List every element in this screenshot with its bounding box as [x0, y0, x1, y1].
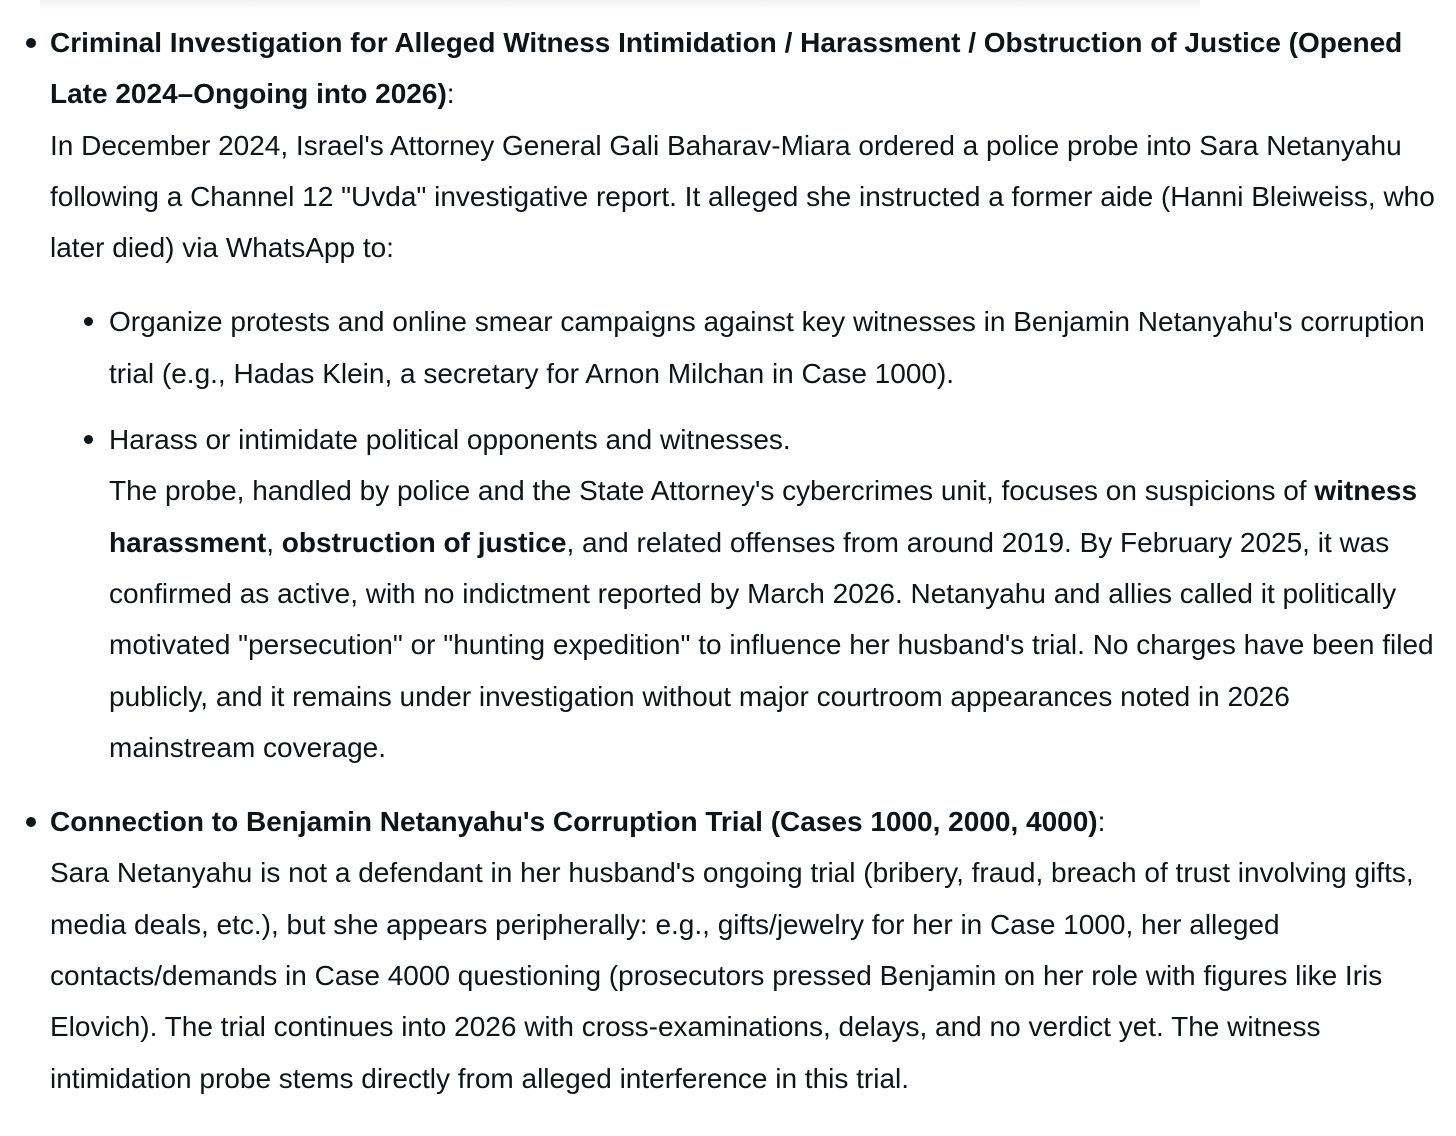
sub-item-text: Harass or intimidate political opponents and witnesses.	[109, 424, 791, 456]
section-paragraph: Sara Netanyahu is not a defendant in her husband's ongoing trial (bribery, fraud, breach of trust involving gifts, media deals, etc.), but she appears peripherally: e.g., gifts/jewelry for her in Case 1000, her alleged contacts/demands in Case 4000 questioning (prosecutors pressed Benjamin on her role with figures like Iris Elovich). The trial continues into 2026 with cross-examinations, delays, and no verdict yet. The witness intimidation probe stems directly from alleged interference in this trial.	[50, 857, 1414, 1094]
top-scroll-fade	[40, 0, 1200, 10]
heading-colon: :	[446, 78, 455, 110]
document-body	[0, 17, 1456, 1104]
sub-list-item-organize-protests	[50, 296, 1442, 399]
separator: ,	[266, 526, 282, 558]
list-item-connection-to-trial	[0, 796, 1456, 1104]
bullet-icon	[26, 817, 36, 827]
list-item-criminal-investigation	[0, 17, 1456, 773]
heading-colon: :	[1097, 806, 1106, 838]
section-heading: Connection to Benjamin Netanyahu's Corruption Trial (Cases 1000, 2000, 4000)	[50, 806, 1098, 838]
sub-item-text: Organize protests and online smear campaigns against key witnesses in Benjamin Netanyahu's corruption trial (e.g., Hadas Klein, a secretary for Arnon Milchan in Case 1000).	[109, 306, 1425, 389]
bullet-icon	[26, 38, 36, 48]
continuation-text-before: The probe, handled by police and the State Attorney's cybercrimes unit, focuses on suspicions of	[109, 475, 1315, 507]
bold-witness-harassment: witness harassment	[109, 475, 1418, 558]
continuation-text-after: , and related offenses from around 2019. By February 2025, it was confirmed as active, with no indictment reported by March 2026. Netanyahu and allies called it politically motivated "persecution" or "hunting expedition" to influence her husband's trial. No charges have been filed publicly, and it remains under investigation without major courtroom appearances noted in 2026 mainstream coverage.	[109, 526, 1434, 763]
bullet-icon	[84, 317, 93, 326]
section-paragraph: In December 2024, Israel's Attorney General Gali Baharav-Miara ordered a police probe into Sara Netanyahu following a Channel 12 "Uvda" investigative report. It alleged she instructed a former aide (Hanni Bleiweiss, who later died) via WhatsApp to:	[50, 129, 1435, 264]
sub-item-continuation	[109, 465, 1442, 773]
bold-obstruction-of-justice: obstruction of justice	[281, 526, 567, 558]
section-heading: Criminal Investigation for Alleged Witness Intimidation / Harassment / Obstruction of Justice (Opened Late 2024–Ongoing into 2026)	[50, 27, 1403, 110]
bullet-icon	[84, 435, 93, 444]
sub-list-item-harass-witnesses	[50, 414, 1442, 773]
